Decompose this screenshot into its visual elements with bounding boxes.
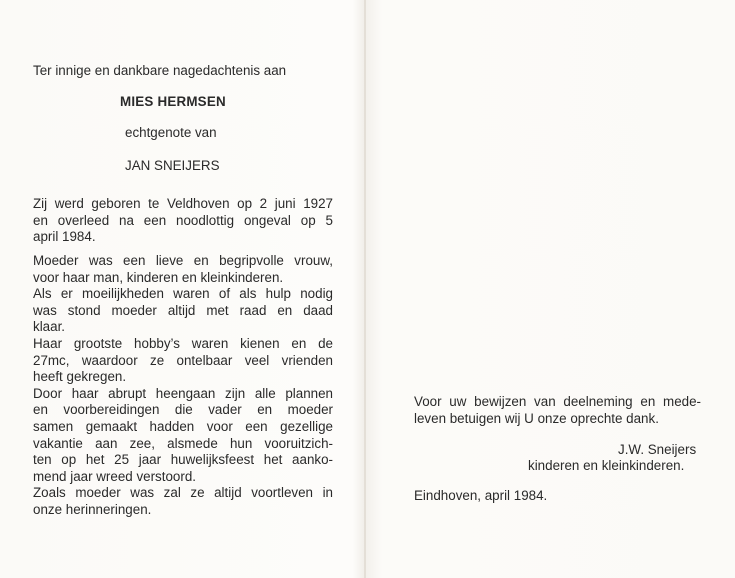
thanks-paragraph — [414, 394, 701, 427]
relation-line: echtgenote van — [125, 125, 217, 140]
deceased-name: MIES HERMSEN — [120, 94, 226, 109]
paragraph-line: 27mc, waardoor ze ontelbaar veel vrienden — [33, 352, 333, 368]
paragraph-line: en voorbereidingen die vader en moeder — [33, 402, 333, 418]
paragraph-line: Zoals moeder was zal ze altijd voortleven in — [33, 485, 333, 501]
right-page — [366, 0, 735, 578]
paragraph-line: Moeder was een lieve en begripvolle vrouw, — [33, 253, 333, 268]
paragraph-line: en overleed na een noodlottig ongeval op 5 — [33, 212, 333, 228]
paragraph-line: samen gemaakt hadden voor een gezellige — [33, 418, 333, 434]
paragraph-line: Haar grootste hobby’s waren kienen en de — [33, 335, 333, 351]
spouse-name: JAN SNEIJERS — [125, 158, 220, 173]
paragraph-line: heeft gekregen. — [33, 369, 127, 385]
paragraph-line: klaar. — [33, 319, 66, 335]
birth-paragraph — [33, 196, 333, 246]
paragraph-line: vakantie aan zee, alsmede hun vooruitzich- — [33, 435, 333, 451]
thanks-line: leven betuigen wij U onze oprechte dank. — [414, 410, 659, 426]
paragraph-line: onze herinneringen. — [33, 501, 152, 517]
paragraph-line: Als er moeilijkheden waren of als hulp nodig — [33, 286, 333, 302]
paragraph-line: was stond moeder altijd met raad en daad — [33, 302, 333, 318]
memorial-paragraph — [33, 253, 333, 519]
paragraph-line: Zij werd geboren te Veldhoven op 2 juni 1927 — [33, 196, 333, 211]
paragraph-line: Door haar abrupt heengaan zijn alle plannen — [33, 385, 333, 401]
paragraph-line: voor haar man, kinderen en kleinkinderen. — [33, 269, 284, 285]
left-page — [0, 0, 364, 578]
paragraph-line: april 1984. — [33, 229, 96, 245]
signature-family: kinderen en kleinkinderen. — [528, 458, 685, 473]
intro-line: Ter innige en dankbare nagedachtenis aan — [33, 63, 287, 78]
thanks-line: Voor uw bewijzen van deelneming en mede- — [414, 394, 701, 409]
signature-name: J.W. Sneijers — [618, 442, 697, 457]
paragraph-line: mend jaar wreed verstoord. — [33, 468, 196, 484]
place-date: Eindhoven, april 1984. — [414, 488, 548, 503]
paragraph-line: ten op het 25 jaar huwelijksfeest het aanko- — [33, 452, 333, 468]
